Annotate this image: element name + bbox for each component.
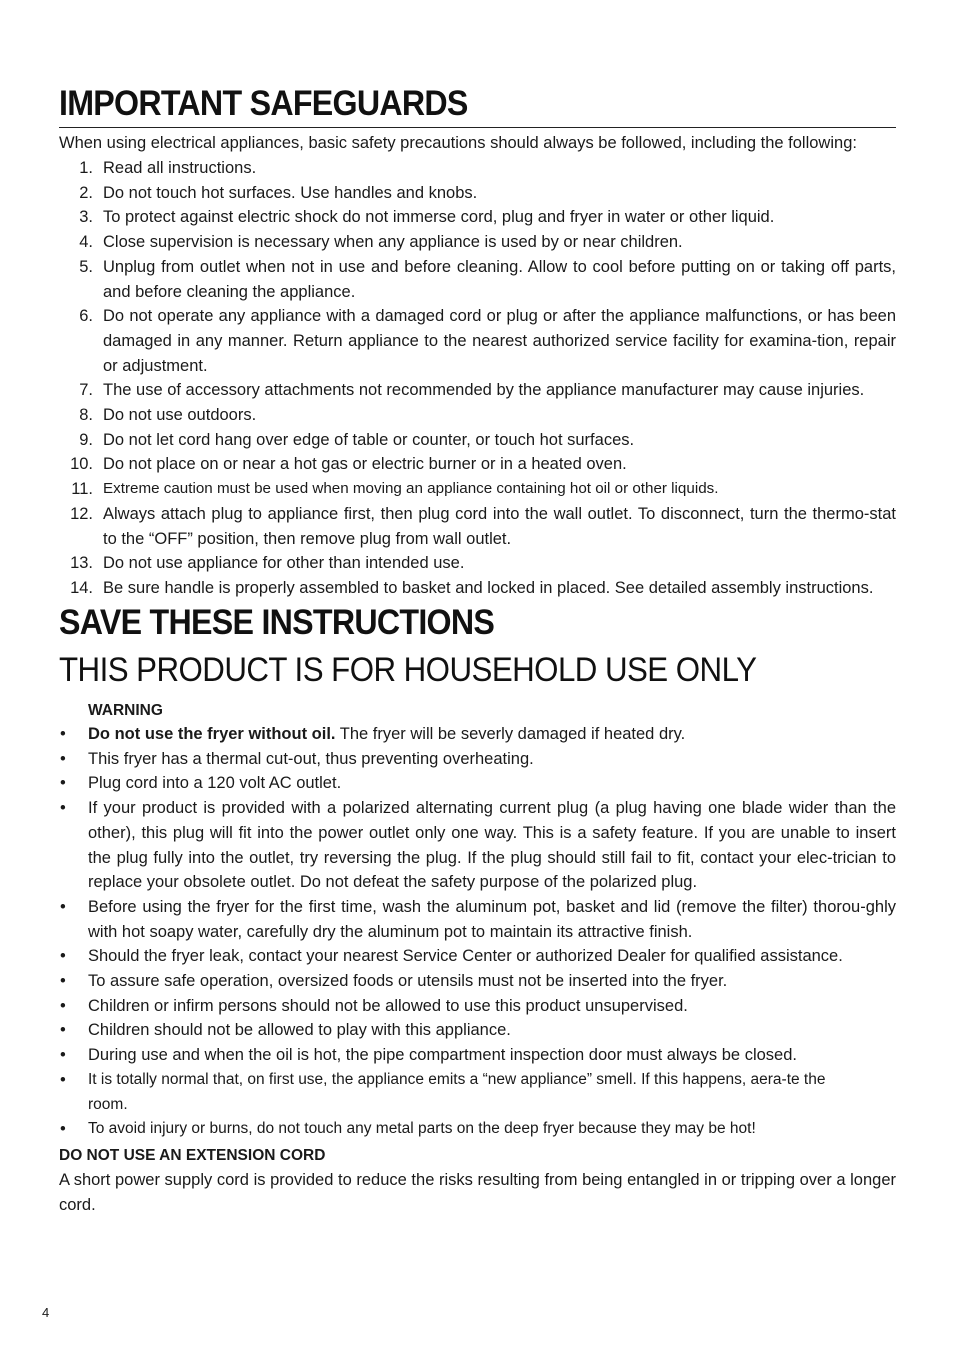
warning-item [59,1068,896,1117]
extension-cord-text: A short power supply cord is provided to reduce the risks resulting from being entangled in or tripping over a longer cord. [59,1171,896,1214]
item-text: To avoid injury or burns, do not touch any metal parts on the deep fryer because they may be hot! [88,1120,756,1138]
item-text: To protect against electric shock do not immerse cord, plug and fryer in water or other liquid. [103,208,775,227]
bullet: • [60,1070,66,1089]
warning-item [59,1018,896,1043]
item-number: 3. [79,208,93,227]
item-text: During use and when the oil is hot, the pipe compartment inspection door must always be closed. [88,1046,797,1065]
bullet: • [60,1021,66,1040]
safeguard-item [59,551,896,576]
item-number: 11. [71,480,93,499]
warning-item [59,747,896,772]
extension-cord-heading: DO NOT USE AN EXTENSION CORD [59,1147,326,1164]
title-divider [59,127,896,128]
item-text-rest: The fryer will be severly damaged if heated dry. [335,725,686,743]
safeguard-item [59,304,896,378]
item-text: This fryer has a thermal cut-out, thus preventing overheating. [88,749,534,768]
item-number: 2. [79,183,93,202]
safeguard-item [59,428,896,453]
warning-item [59,969,896,994]
warning-label: WARNING [88,702,163,719]
warning-item [59,1117,896,1142]
item-text: Children or infirm persons should not be allowed to use this product unsupervised. [88,996,688,1015]
item-number: 4. [79,233,93,252]
bullet: • [60,1046,66,1065]
safeguard-item [59,502,896,551]
warning-item [59,895,896,944]
item-number: 5. [79,257,93,276]
warning-item [59,796,896,895]
item-number: 1. [79,159,93,177]
item-text: Do not place on or near a hot gas or electric burner or in a heated oven. [103,455,627,474]
warning-item [59,722,896,747]
safeguards-list [59,156,896,601]
bullet: • [60,996,66,1015]
item-text: The use of accessory attachments not recommended by the appliance manufacturer may cause injuries. [103,381,865,400]
bullet: • [60,725,66,743]
item-number: 6. [79,307,93,326]
safeguard-item [59,230,896,255]
safeguard-item [59,576,896,601]
item-text [88,722,896,747]
safeguard-item [59,378,896,403]
item-text: Before using the fryer for the first time, wash the aluminum pot, basket and lid (remove the filter) thorou-ghly with hot soapy water, carefully dry the aluminum pot to maintain its attractive finish. [88,897,896,941]
item-number: 7. [79,381,93,400]
item-text: Do not let cord hang over edge of table or counter, or touch hot surfaces. [103,430,635,449]
item-text: Do not use outdoors. [103,406,257,425]
item-text: Unplug from outlet when not in use and before cleaning. Allow to cool before putting on or taking off parts, and before cleaning the appliance. [103,257,896,301]
item-text: Do not touch hot surfaces. Use handles and knobs. [103,183,478,202]
save-instructions-heading: SAVE THESE INSTRUCTIONS [59,603,495,642]
warning-item [59,771,896,796]
warning-item [59,994,896,1019]
page-number: 4 [42,1305,50,1320]
item-number: 10. [70,455,93,474]
item-text: Be sure handle is properly assembled to basket and locked in placed. See detailed assembly instructions. [103,578,874,597]
safeguard-item [59,452,896,477]
page-title: IMPORTANT SAFEGUARDS [59,84,468,123]
item-text: Always attach plug to appliance first, then plug cord into the wall outlet. To disconnect, turn the thermo-stat to the “OFF” position, then remove plug from wall outlet. [103,504,896,548]
item-text: It is totally normal that, on first use, the appliance emits a “new appliance” smell. If this happens, aera-te the room. [88,1070,826,1113]
safeguard-item [59,477,896,502]
bullet: • [60,749,66,768]
item-number: 12. [70,504,93,523]
bullet: • [60,1120,66,1139]
item-text: Do not use appliance for other than intended use. [103,554,465,573]
household-use-heading: THIS PRODUCT IS FOR HOUSEHOLD USE ONLY [59,651,757,689]
bullet: • [60,799,66,818]
item-number: 9. [79,430,93,449]
safeguard-item [59,205,896,230]
item-text: Should the fryer leak, contact your nearest Service Center or authorized Dealer for qualified assistance. [88,947,843,966]
item-number: 14. [70,578,93,597]
warnings-list [59,722,896,1142]
item-text: Extreme caution must be used when moving an appliance containing hot oil or other liquids. [103,480,719,498]
item-text: If your product is provided with a polarized alternating current plug (a plug having one blade wider than the other), this plug will fit into the power outlet only one way. This is a safety feature. If you are unable to insert the plug fully into the outlet, try reversing the plug. If the plug should still fail to fit, contact your elec-trician to replace your obsolete outlet. Do not defeat the safety purpose of the polarized plug. [88,799,896,892]
item-text: To assure safe operation, oversized foods or utensils must not be inserted into the fryer. [88,972,728,991]
item-number: 8. [79,406,93,425]
bullet: • [60,897,66,916]
warning-item [59,944,896,969]
item-text: Do not operate any appliance with a damaged cord or plug or after the appliance malfunctions, or has been damaged in any manner. Return appliance to the nearest authorized service facility for examina-tion, repair or adjustment. [103,307,896,375]
item-number: 13. [70,554,93,573]
safeguard-item [59,403,896,428]
safeguard-item [59,255,896,304]
warning-item [59,1043,896,1068]
item-text: Plug cord into a 120 volt AC outlet. [88,774,342,793]
item-text: Children should not be allowed to play with this appliance. [88,1021,511,1040]
item-bold-text: Do not use the fryer without oil. [88,725,336,743]
item-text: Close supervision is necessary when any appliance is used by or near children. [103,233,683,252]
bullet: • [60,972,66,991]
bullet: • [60,774,66,793]
bullet: • [60,947,66,966]
item-text: Read all instructions. [103,159,257,177]
safeguard-item [59,156,896,181]
intro-paragraph: When using electrical appliances, basic safety precautions should always be followed, including the following: [59,134,857,152]
safeguard-item [59,181,896,206]
